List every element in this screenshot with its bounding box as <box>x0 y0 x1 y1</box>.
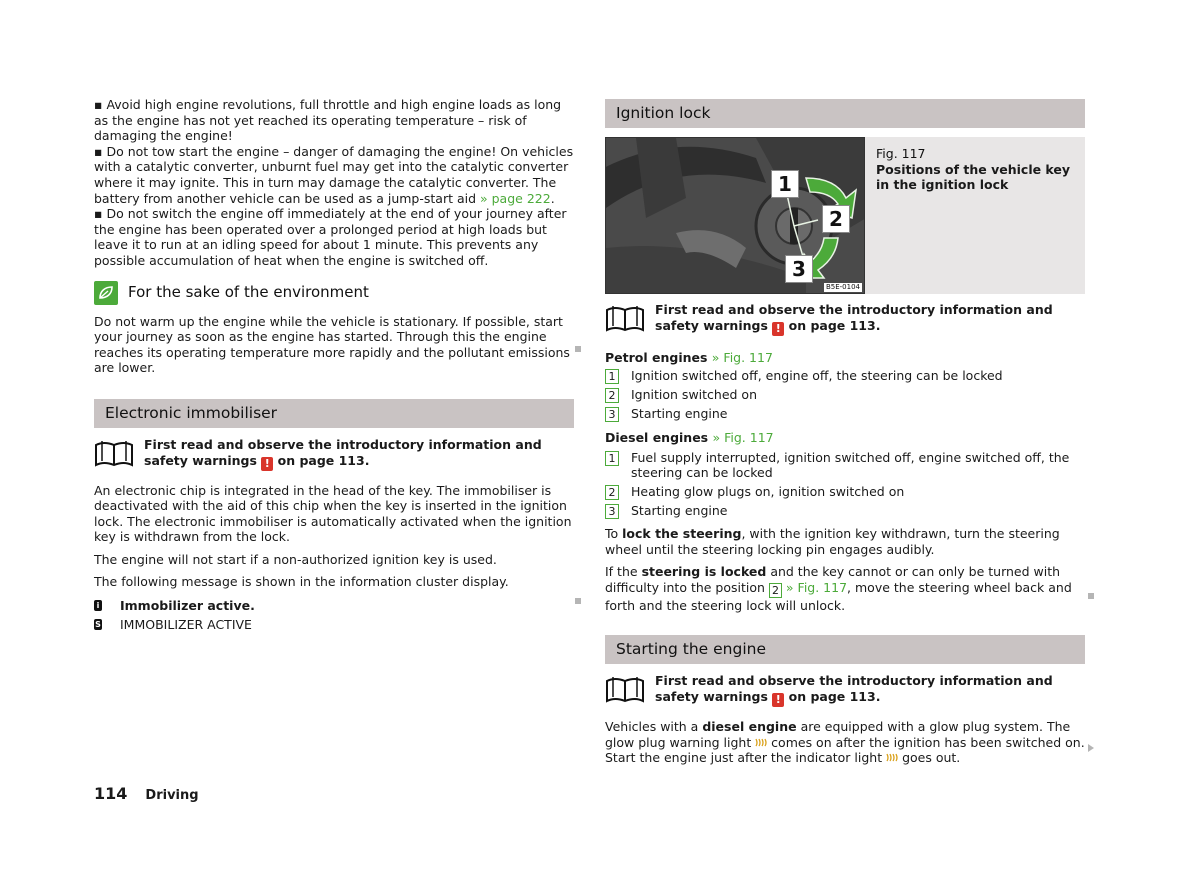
fig-117-link[interactable]: » Fig. 117 <box>712 430 774 446</box>
list-item: 2 Heating glow plugs on, ignition switched on <box>605 484 1085 500</box>
continue-arrow-icon <box>1088 744 1094 752</box>
safety-note: First read and observe the introductory information and safety warnings ! on page 113. <box>94 437 574 471</box>
section-header-starting: Starting the engine <box>605 635 1085 664</box>
immobiliser-text-2: The engine will not start if a non-authorized ignition key is used. <box>94 551 497 567</box>
page-113-link[interactable]: on page 113. <box>788 688 881 704</box>
figure-caption: Fig. 117 Positions of the vehicle key in the ignition lock <box>865 137 1085 294</box>
end-mark <box>575 598 581 604</box>
safety-note: First read and observe the introductory information and safety warnings ! on page 113. <box>605 673 1085 707</box>
book-icon <box>605 302 645 334</box>
diesel-list <box>605 450 1085 519</box>
position-2-label: 2 <box>822 205 850 233</box>
bullet-2: ▪ Do not tow start the engine – danger of damaging the engine! On vehicles with a catalytic converter, unburnt fuel may get into the catalytic converter where it may ignite. This in turn may damage the catalytic converter. The battery from another vehicle can be used as a jump-start aid » page 222. <box>94 143 574 206</box>
lock-steering-text: To lock the steering, with the ignition key withdrawn, turn the steering wheel until the steering locking pin engages audibly. <box>605 525 1060 557</box>
list-item: 3 Starting engine <box>605 406 1085 422</box>
ignition-key-figure <box>605 137 865 294</box>
left-column <box>94 97 574 632</box>
immobiliser-text-3: The following message is shown in the information cluster display. <box>94 574 509 590</box>
list-item: 2 Ignition switched on <box>605 387 1085 403</box>
position-1-label: 1 <box>771 170 799 198</box>
warning-icon: ! <box>261 457 273 471</box>
position-3-label: 3 <box>785 255 813 283</box>
environment-leaf-icon <box>94 281 118 305</box>
diesel-heading: Diesel engines » Fig. 117 <box>605 430 774 446</box>
petrol-list <box>605 368 1085 422</box>
environment-text: Do not warm up the engine while the vehicle is stationary. If possible, start your journey as soon as the engine has started. Through this the engine reaches its operating temperature more rapidly and the pollutant emissions are lower. <box>94 313 570 376</box>
environment-title: For the sake of the environment <box>128 282 369 301</box>
page-footer <box>94 786 199 804</box>
list-item: 1 Fuel supply interrupted, ignition switched off, engine switched off, the steering can be locked <box>605 450 1085 481</box>
book-icon <box>94 437 134 469</box>
glow-plug-text: Vehicles with a diesel engine are equipped with a glow plug system. The glow plug warning light comes on after the ignition has been switched on. Start the engine just after the indicator light goes out. <box>605 718 1085 766</box>
figure-117 <box>605 137 1085 294</box>
page-number: 114 <box>94 784 128 803</box>
message-row-1: i Immobilizer active. <box>94 598 574 614</box>
end-mark <box>1088 593 1094 599</box>
page-113-link[interactable]: on page 113. <box>788 317 881 333</box>
bullet-3: ▪ Do not switch the engine off immediately at the end of your journey after the engine has been operated over a prolonged period at high loads but leave it to run at an idling speed for about 1 minute. This prevents any possible accumulation of heat when the engine is switched off. <box>94 206 567 268</box>
environment-heading <box>94 279 574 307</box>
section-header-immobiliser: Electronic immobiliser <box>94 399 574 428</box>
message-row-2: S IMMOBILIZER ACTIVE <box>95 616 252 632</box>
figure-code: B5E-0104 <box>825 283 860 291</box>
immobiliser-text: An electronic chip is integrated in the head of the key. The immobiliser is deactivated with the aid of this chip when the key is inserted in the ignition lock. The electronic immobiliser is automatically activated when the ignition key is withdrawn from the lock. <box>94 482 572 545</box>
segment-display-icon: S <box>95 619 101 629</box>
info-display-icon: i <box>94 600 102 611</box>
page-113-link[interactable]: on page 113. <box>277 452 370 468</box>
petrol-heading: Petrol engines » Fig. 117 <box>605 349 773 365</box>
list-item: 3 Starting engine <box>605 503 1085 519</box>
section-header-ignition: Ignition lock <box>605 99 1085 128</box>
section-name: Driving <box>145 788 199 803</box>
end-mark <box>575 346 581 352</box>
warning-icon: ! <box>772 693 784 707</box>
warning-icon: ! <box>772 322 784 336</box>
fig-117-link[interactable]: » Fig. 117 <box>785 579 848 595</box>
book-icon <box>605 673 645 705</box>
glow-plug-icon <box>886 752 898 762</box>
safety-note: First read and observe the introductory information and safety warnings ! on page 113. <box>605 302 1085 336</box>
unlock-steering-text: If the steering is locked and the key cannot or can only be turned with difficulty into the position 2 » Fig. 117, move the steering wheel back and forth and the steering lock will unlock. <box>605 564 1072 613</box>
glow-plug-icon <box>755 737 767 747</box>
right-column <box>605 99 1085 766</box>
fig-117-link[interactable]: » Fig. 117 <box>711 349 773 365</box>
page-222-link[interactable]: » page 222 <box>480 190 551 206</box>
bullet-1: ▪ Avoid high engine revolutions, full throttle and high engine loads as long as the engine has not yet reached its operating temperature – risk of damaging the engine! <box>94 97 562 144</box>
list-item: 1 Ignition switched off, engine off, the steering can be locked <box>605 368 1085 384</box>
